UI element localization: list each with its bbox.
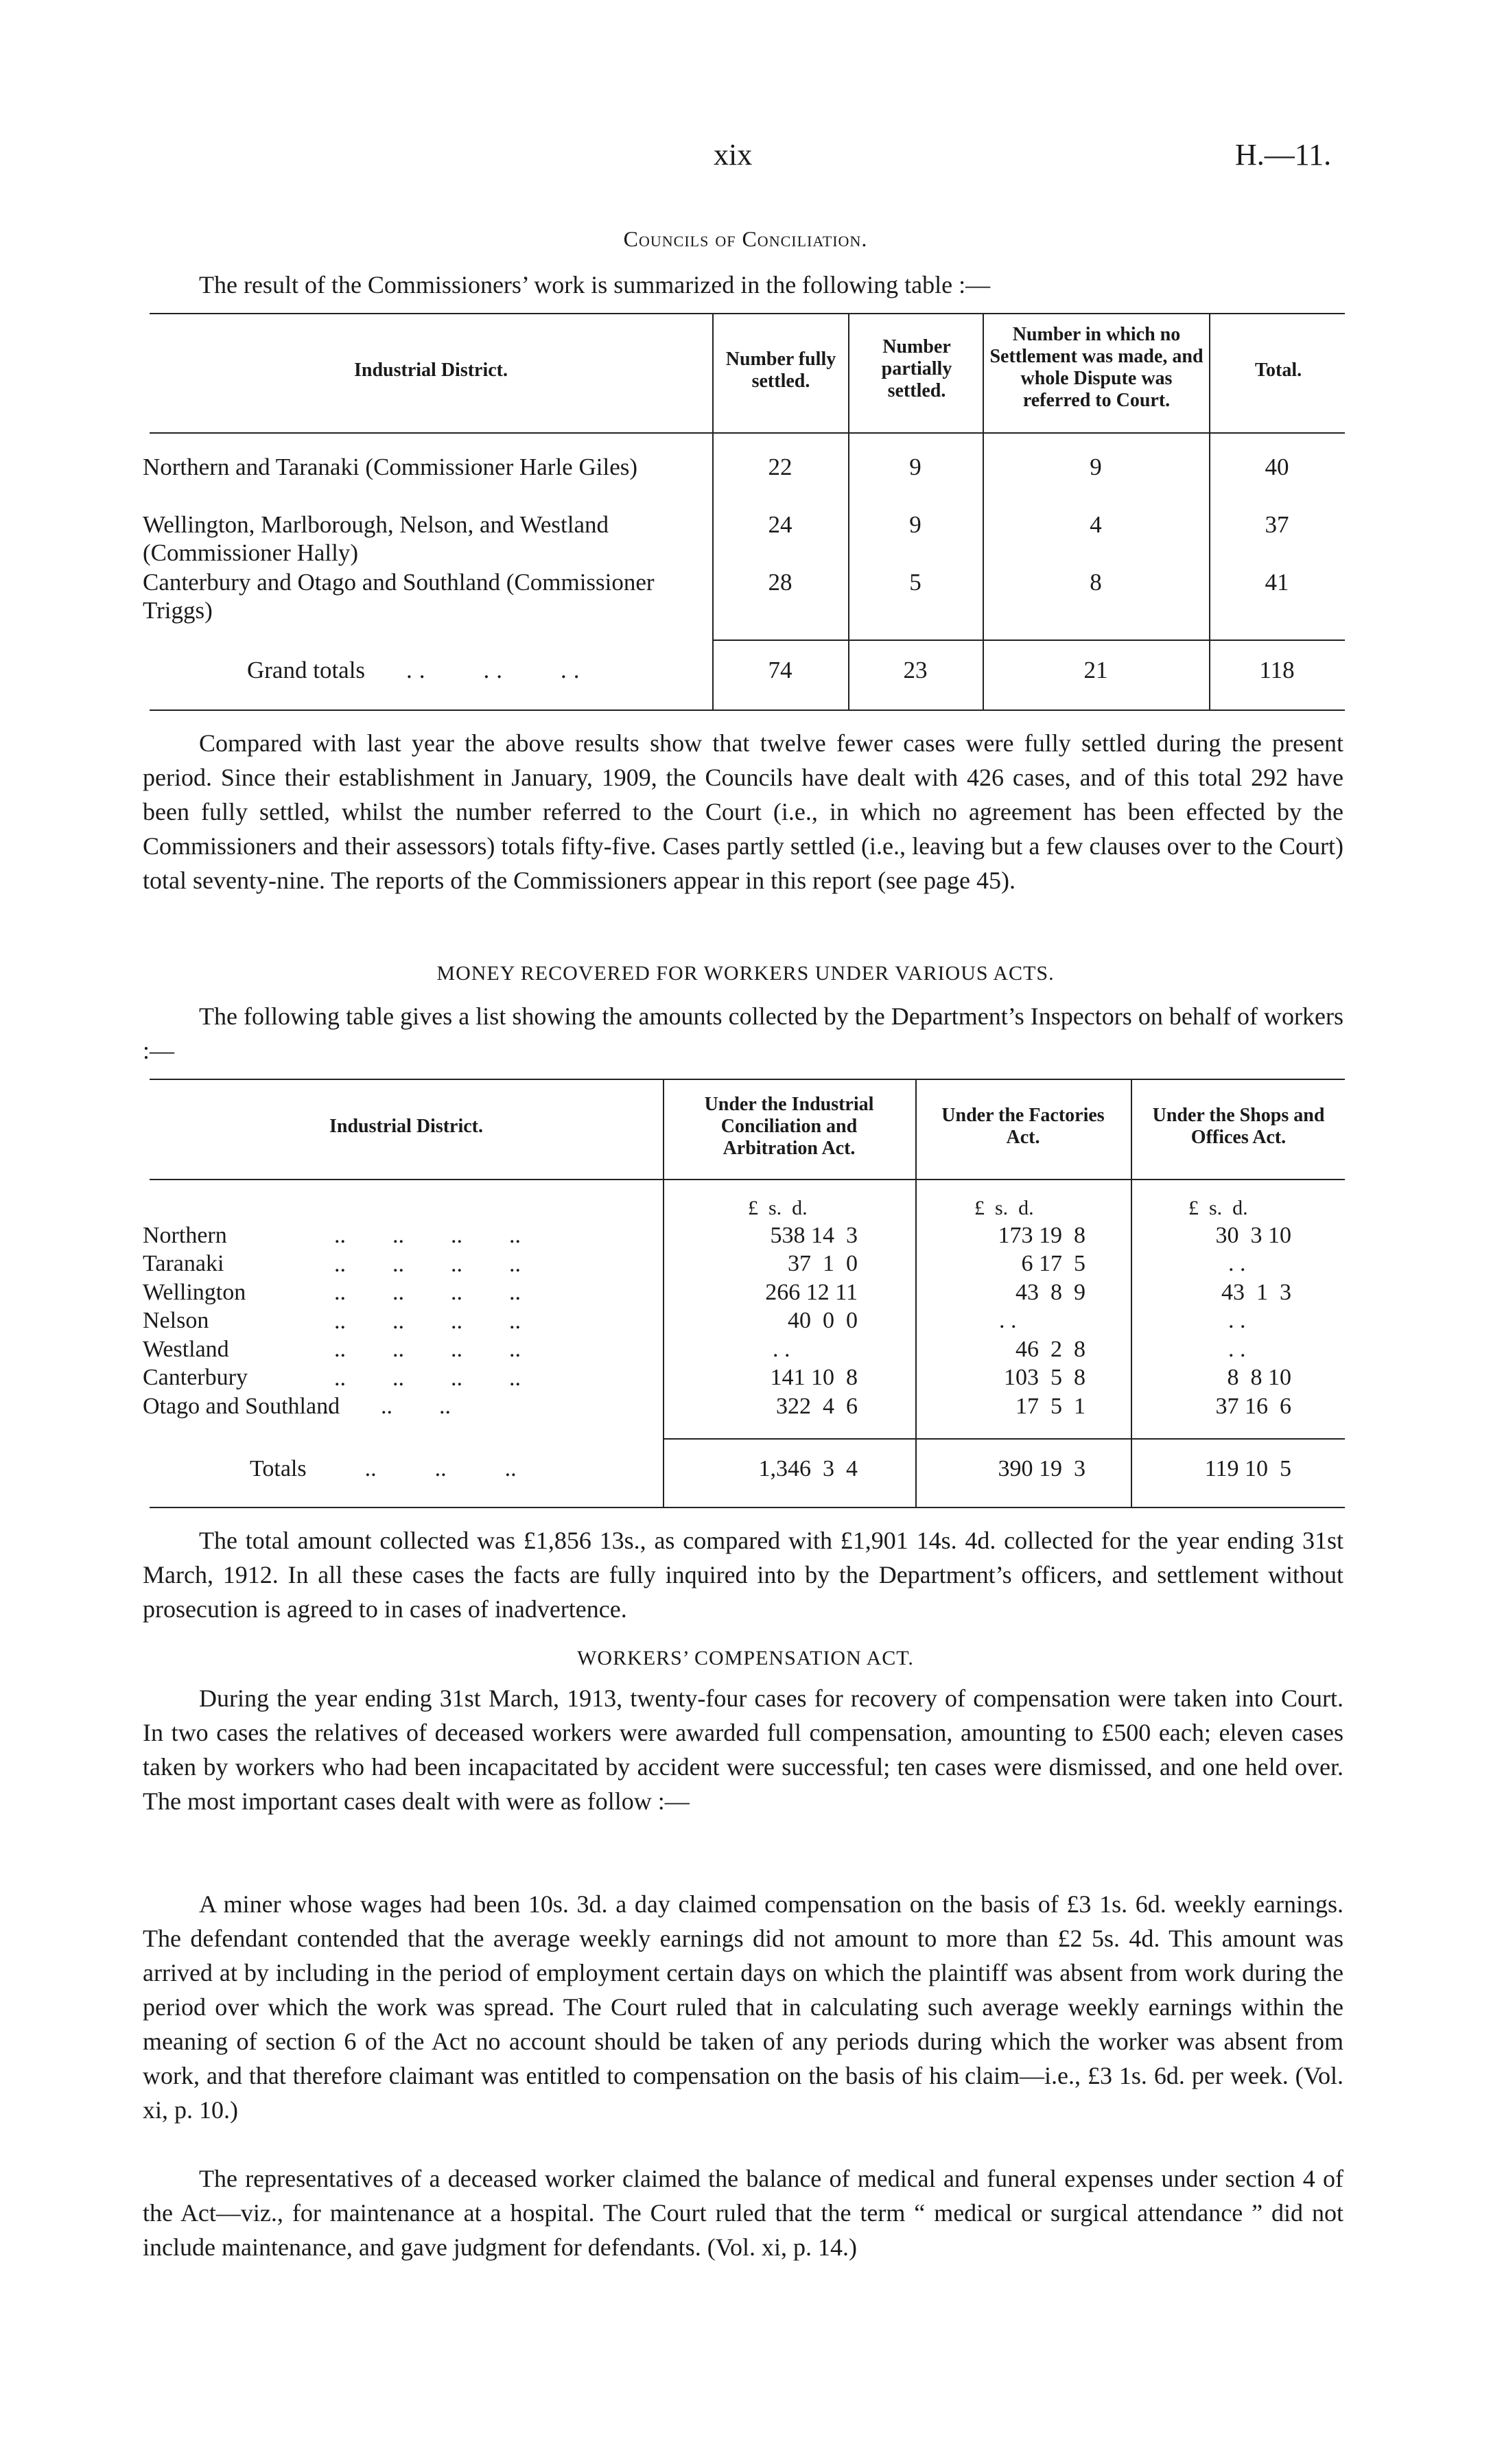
fac-canterbury: 103 5 8 [1004,1365,1085,1390]
totals-ica: 1,346 3 4 [758,1456,858,1481]
cell-none: 8 [1090,569,1102,596]
ica-westland: . . [773,1337,790,1362]
compensation-paragraph-1: During the year ending 31st March, 1913, twenty-four cases for recovery of compensation were taken into Court. In two cases the relatives of deceased workers were awarded full compensation, amounting to £500 each; eleven cases taken by workers who had been incapacitated by accident were successful; ten cases were dismissed, and one held over. The most important cases dealt with were as follow :— [143,1685,1343,1815]
shops-westland: . . [1228,1337,1246,1362]
shops-nelson: . . [1228,1308,1246,1333]
ica-otago: 322 4 6 [776,1394,858,1419]
district-wellington: Wellington [143,1280,246,1305]
cell-partial: 5 [909,569,921,596]
cell-total: 41 [1265,569,1289,596]
units-shops: £ s. d. [1188,1197,1248,1219]
grand-partial: 23 [903,657,928,683]
units-ica: £ s. d. [748,1197,808,1219]
cell-total: 37 [1265,511,1289,538]
section-title-conciliation: Councils of Conciliation. [623,226,868,251]
conciliation-paragraph: Compared with last year the above results show that twelve fewer cases were fully settled during the present period. Since their establishment in January, 1909, the Councils have dealt with 426 cases, and of this total 292 have been fully settled, whilst the number referred to the Court (i.e., in which no agreement has been effected by the Commissioners and their assessors) totals fifty-five. Cases partly settled (i.e., leaving but a few clauses over to the Court) total seventy-nine. The reports of the Commissioners appear in this report (see page 45). [143,729,1343,894]
shops-wellington: 43 1 3 [1221,1280,1291,1305]
grand-fully: 74 [768,657,793,683]
shops-canterbury: 8 8 10 [1227,1365,1291,1390]
district-nelson: Nelson [143,1308,209,1333]
col-shops-act: Under the Shops and Offices Act. [1152,1105,1325,1148]
district-northern: Northern [143,1223,227,1248]
district-taranaki: Taranaki [143,1251,224,1276]
col-no-settlement: Number in which no Settlement was made, and whole Dispute was referred to Court. [989,324,1204,411]
col-industrial-district: Industrial District. [329,1116,483,1137]
totals-fac: 390 19 3 [998,1456,1085,1481]
grand-none: 21 [1083,657,1108,683]
grand-total: 118 [1259,657,1295,683]
section-title-compensation: WORKERS’ COMPENSATION ACT. [577,1647,914,1669]
fac-nelson: . . [999,1308,1017,1333]
compensation-paragraph-3: The representatives of a deceased worker claimed the balance of medical and funeral expenses under section 4 of the Act—viz., for maintenance at a hospital. The Court ruled that the term “ medical or surgical attendance ” did not include maintenance, and gave judgment for defendants. (Vol. xi, p. 14.) [143,2165,1343,2261]
money-totals-label: Totals .. .. .. [250,1456,517,1481]
cell-total: 40 [1265,454,1289,480]
table-row: Northern and Taranaki (Commissioner Harle Giles) [143,454,638,480]
ica-northern: 538 14 3 [770,1223,858,1248]
fac-taranaki: 6 17 5 [1021,1251,1085,1276]
shops-taranaki: . . [1228,1251,1246,1276]
page-number: xix [714,138,753,172]
col-total: Total. [1254,360,1302,381]
table-row: Wellington, Marlborough, Nelson, and Westland (Commissioner Hally) [143,511,609,566]
leader-dots: .. .. .. .. .. .. .. .. .. .. .. .. .. .. .. .. .. .. .. .. .. .. .. .. .. .. .. [322,1223,521,1419]
cell-none: 9 [1090,454,1102,480]
district-westland: Westland [143,1337,229,1362]
col-partially-settled: Number partially settled. [881,336,952,401]
col-fully-settled: Number fully settled. [725,349,836,392]
document-series: H.—11. [1235,138,1332,172]
units-fac: £ s. d. [974,1197,1034,1219]
fac-northern: 173 19 8 [998,1223,1085,1248]
district-otago-southland: Otago and Southland [143,1394,340,1419]
money-paragraph: The total amount collected was £1,856 13s., as compared with £1,901 14s. 4d. collected for the year ending 31st March, 1912. In all these cases the facts are fully inquired into by the Department’s officers, and settlement without prosecution is agreed to in cases of inadvertence. [143,1527,1343,1623]
grand-totals-label: Grand totals .. .. .. [247,657,587,683]
totals-shops: 119 10 5 [1204,1456,1291,1481]
shops-northern: 30 3 10 [1215,1223,1291,1248]
cell-partial: 9 [909,511,921,538]
cell-none: 4 [1090,511,1102,538]
fac-otago: 17 5 1 [1015,1394,1085,1419]
table-row: Canterbury and Otago and Southland (Commissioner Triggs) [143,569,655,624]
cell-partial: 9 [909,454,921,480]
cell-fully: 28 [768,569,793,596]
col-factories-act: Under the Factories Act. [941,1105,1105,1148]
fac-westland: 46 2 8 [1015,1337,1085,1362]
ica-nelson: 40 0 0 [788,1308,858,1333]
ica-canterbury: 141 10 8 [770,1365,858,1390]
cell-fully: 24 [768,511,793,538]
cell-fully: 22 [768,454,793,480]
ica-taranaki: 37 1 0 [788,1251,858,1276]
fac-wellington: 43 8 9 [1015,1280,1085,1305]
col-ica-act: Under the Industrial Conciliation and Arbitration Act. [704,1094,874,1159]
money-intro: The following table gives a list showing the amounts collected by the Department’s Inspectors on behalf of workers :— [143,1002,1343,1064]
conciliation-intro: The result of the Commissioners’ work is summarized in the following table :— [199,271,991,298]
district-canterbury: Canterbury [143,1365,248,1390]
col-industrial-district: Industrial District. [354,360,508,381]
shops-otago: 37 16 6 [1215,1394,1291,1419]
ica-wellington: 266 12 11 [765,1280,858,1305]
section-title-money: MONEY RECOVERED FOR WORKERS UNDER VARIOUS ACTS. [436,962,1055,985]
compensation-paragraph-2: A miner whose wages had been 10s. 3d. a day claimed compensation on the basis of £3 1s. 6d. weekly earnings. The defendant contended that the average weekly earnings did not amount to more than £2 5s. 4d. This amount was arrived at by including in the period of employment certain days on which the plaintiff was absent from work during the period over which the work was spread. The Court ruled that in calculating such average weekly earnings within the meaning of section 6 of the Act no account should be taken of any periods during which the worker was absent from work, and that therefore claimant was entitled to compensation on the basis of his claim—i.e., £3 1s. 6d. per week. (Vol. xi, p. 10.) [143,1890,1343,2124]
